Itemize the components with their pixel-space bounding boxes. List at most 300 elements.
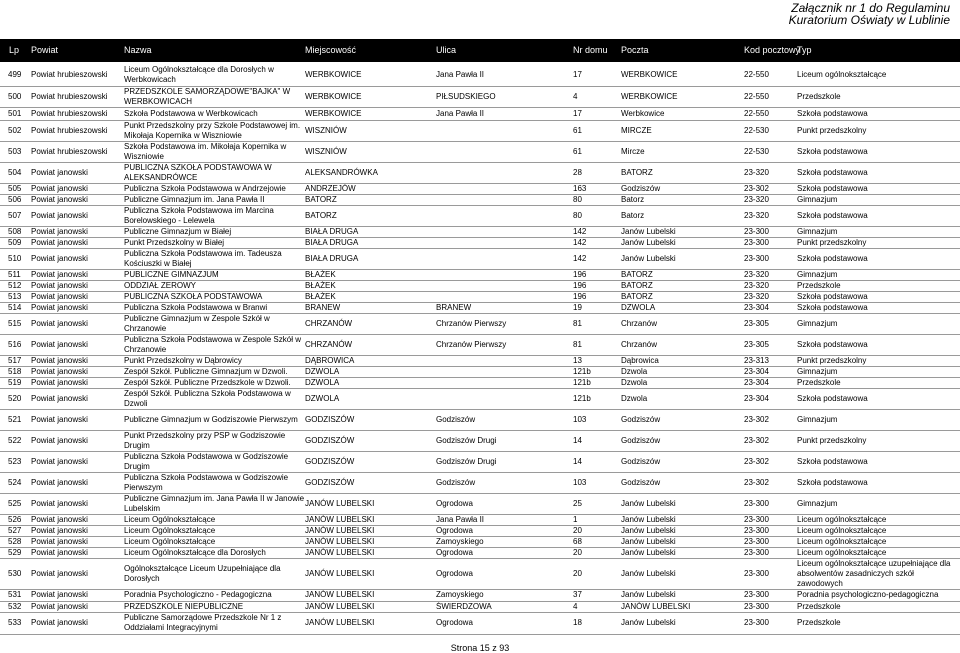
cell-powiat: Powiat janowski — [31, 388, 124, 409]
cell-nr-domu: 61 — [573, 120, 621, 141]
table-row — [0, 355, 960, 366]
cell-lp: 530 — [0, 558, 31, 589]
cell-nr-domu: 196 — [573, 280, 621, 291]
cell-miejscowosc: DZWOLA — [305, 388, 436, 409]
cell-lp: 521 — [0, 409, 31, 430]
cell-miejscowosc: GODZISZÓW — [305, 472, 436, 493]
cell-poczta: BATORZ — [621, 162, 744, 183]
schools-table — [0, 65, 960, 635]
cell-powiat: Powiat janowski — [31, 377, 124, 388]
cell-miejscowosc: BIAŁA DRUGA — [305, 248, 436, 269]
cell-poczta: Janów Lubelski — [621, 525, 744, 536]
cell-powiat: Powiat janowski — [31, 334, 124, 355]
cell-miejscowosc: BRANEW — [305, 302, 436, 313]
cell-nr-domu: 14 — [573, 430, 621, 451]
cell-ulica: BRANEW — [436, 302, 573, 313]
cell-miejscowosc: ANDRZEJÓW — [305, 183, 436, 194]
cell-typ: Gimnazjum — [797, 194, 960, 205]
table-row — [0, 558, 960, 589]
table-row — [0, 86, 960, 107]
cell-kod-pocztowy: 22-550 — [744, 86, 797, 107]
cell-ulica — [436, 355, 573, 366]
col-header-miejscowosc: Miejscowość — [305, 45, 357, 55]
cell-powiat: Powiat janowski — [31, 183, 124, 194]
cell-powiat: Powiat janowski — [31, 558, 124, 589]
cell-poczta: Chrzanów — [621, 313, 744, 334]
cell-powiat: Powiat janowski — [31, 601, 124, 612]
cell-typ: Szkoła podstawowa — [797, 472, 960, 493]
cell-lp: 529 — [0, 547, 31, 558]
cell-nr-domu: 81 — [573, 334, 621, 355]
cell-nr-domu: 196 — [573, 291, 621, 302]
cell-kod-pocztowy: 23-320 — [744, 162, 797, 183]
cell-typ: Szkoła podstawowa — [797, 141, 960, 162]
cell-nazwa: Zespół Szkół. Publiczna Szkoła Podstawowa w Dzwoli — [124, 388, 305, 409]
cell-kod-pocztowy: 23-305 — [744, 313, 797, 334]
cell-lp: 523 — [0, 451, 31, 472]
cell-typ: Szkoła podstawowa — [797, 107, 960, 120]
table-row — [0, 194, 960, 205]
cell-nazwa: Publiczna Szkoła Podstawowa w Zespole Szkół w Chrzanowie — [124, 334, 305, 355]
cell-ulica: Zamoyskiego — [436, 536, 573, 547]
cell-lp: 507 — [0, 205, 31, 226]
cell-poczta: BATORZ — [621, 291, 744, 302]
cell-typ: Szkoła podstawowa — [797, 183, 960, 194]
cell-kod-pocztowy: 23-304 — [744, 377, 797, 388]
cell-lp: 502 — [0, 120, 31, 141]
cell-powiat: Powiat hrubieszowski — [31, 65, 124, 86]
cell-poczta: Janów Lubelski — [621, 612, 744, 634]
header-line-1: Załącznik nr 1 do Regulaminu — [791, 1, 950, 15]
cell-kod-pocztowy: 23-300 — [744, 536, 797, 547]
cell-nr-domu: 18 — [573, 612, 621, 634]
cell-nazwa: Liceum Ogólnokształcące — [124, 536, 305, 547]
cell-miejscowosc: BŁAŻEK — [305, 280, 436, 291]
cell-ulica: Chrzanów Pierwszy — [436, 334, 573, 355]
cell-nazwa: PUBLICZNA SZKOŁA PODSTAWOWA — [124, 291, 305, 302]
cell-powiat: Powiat janowski — [31, 366, 124, 377]
cell-ulica: Jana Pawła II — [436, 65, 573, 86]
cell-miejscowosc: WISZNIÓW — [305, 141, 436, 162]
cell-ulica — [436, 377, 573, 388]
cell-typ: Przedszkole — [797, 86, 960, 107]
cell-nr-domu: 1 — [573, 514, 621, 525]
cell-ulica — [436, 183, 573, 194]
table-row — [0, 388, 960, 409]
cell-lp: 515 — [0, 313, 31, 334]
table-row — [0, 589, 960, 601]
cell-poczta: WERBKOWICE — [621, 65, 744, 86]
col-header-kod-pocztowy: Kod pocztowy — [744, 45, 801, 55]
cell-poczta: Godziszów — [621, 451, 744, 472]
table-row — [0, 302, 960, 313]
cell-ulica — [436, 248, 573, 269]
cell-lp: 519 — [0, 377, 31, 388]
cell-ulica: Ogrodowa — [436, 558, 573, 589]
cell-nazwa: Liceum Ogólnokształcące dla Dorosłych — [124, 547, 305, 558]
cell-poczta: Janów Lubelski — [621, 493, 744, 514]
cell-powiat: Powiat janowski — [31, 612, 124, 634]
cell-powiat: Powiat janowski — [31, 355, 124, 366]
cell-powiat: Powiat janowski — [31, 226, 124, 237]
cell-nazwa: Poradnia Psychologiczno - Pedagogiczna — [124, 589, 305, 601]
cell-nr-domu: 14 — [573, 451, 621, 472]
cell-miejscowosc: WERBKOWICE — [305, 107, 436, 120]
cell-nr-domu: 81 — [573, 313, 621, 334]
table-row — [0, 514, 960, 525]
document-header — [789, 2, 950, 26]
cell-kod-pocztowy: 23-300 — [744, 493, 797, 514]
cell-ulica: PIŁSUDSKIEGO — [436, 86, 573, 107]
cell-poczta: Janów Lubelski — [621, 226, 744, 237]
cell-ulica: Chrzanów Pierwszy — [436, 313, 573, 334]
cell-ulica: Jana Pawła II — [436, 514, 573, 525]
cell-kod-pocztowy: 23-302 — [744, 451, 797, 472]
cell-poczta: Godziszów — [621, 472, 744, 493]
cell-nr-domu: 121b — [573, 388, 621, 409]
cell-nazwa: Liceum Ogólnokształcące — [124, 525, 305, 536]
cell-kod-pocztowy: 23-320 — [744, 280, 797, 291]
cell-kod-pocztowy: 23-300 — [744, 589, 797, 601]
cell-typ: Szkoła podstawowa — [797, 291, 960, 302]
cell-nr-domu: 4 — [573, 86, 621, 107]
cell-typ: Gimnazjum — [797, 313, 960, 334]
cell-powiat: Powiat hrubieszowski — [31, 86, 124, 107]
cell-miejscowosc: WERBKOWICE — [305, 65, 436, 86]
cell-nr-domu: 37 — [573, 589, 621, 601]
cell-typ: Gimnazjum — [797, 409, 960, 430]
cell-poczta: Janów Lubelski — [621, 536, 744, 547]
cell-nr-domu: 163 — [573, 183, 621, 194]
cell-lp: 511 — [0, 269, 31, 280]
cell-kod-pocztowy: 23-300 — [744, 248, 797, 269]
cell-kod-pocztowy: 23-302 — [744, 430, 797, 451]
cell-miejscowosc: BŁAŻEK — [305, 269, 436, 280]
cell-poczta: Janów Lubelski — [621, 514, 744, 525]
cell-nazwa: Publiczna Szkoła Podstawowa w Godziszowie Pierwszym — [124, 472, 305, 493]
cell-poczta: BATORZ — [621, 269, 744, 280]
cell-nr-domu: 28 — [573, 162, 621, 183]
cell-nazwa: Publiczne Gimnazjum w Zespole Szkół w Chrzanowie — [124, 313, 305, 334]
cell-miejscowosc: BATORZ — [305, 194, 436, 205]
cell-lp: 512 — [0, 280, 31, 291]
table-row — [0, 226, 960, 237]
cell-typ: Gimnazjum — [797, 269, 960, 280]
cell-typ: Przedszkole — [797, 280, 960, 291]
cell-ulica: Ogrodowa — [436, 525, 573, 536]
cell-ulica: Ogrodowa — [436, 547, 573, 558]
cell-poczta: Mircze — [621, 141, 744, 162]
page-number: Strona 15 z 93 — [450, 643, 510, 653]
cell-nr-domu: 121b — [573, 366, 621, 377]
cell-powiat: Powiat janowski — [31, 291, 124, 302]
cell-powiat: Powiat janowski — [31, 589, 124, 601]
cell-nr-domu: 20 — [573, 558, 621, 589]
cell-ulica — [436, 120, 573, 141]
cell-poczta: Dzwola — [621, 377, 744, 388]
cell-nazwa: Szkoła Podstawowa im. Mikołaja Kopernika w Wiszniowie — [124, 141, 305, 162]
cell-typ: Szkoła podstawowa — [797, 162, 960, 183]
cell-powiat: Powiat janowski — [31, 547, 124, 558]
cell-lp: 533 — [0, 612, 31, 634]
cell-ulica — [436, 269, 573, 280]
cell-poczta: JANÓW LUBELSKI — [621, 601, 744, 612]
cell-poczta: Janów Lubelski — [621, 248, 744, 269]
col-header-poczta: Poczta — [621, 45, 649, 55]
table-row — [0, 248, 960, 269]
cell-kod-pocztowy: 23-300 — [744, 237, 797, 248]
cell-miejscowosc: BIAŁA DRUGA — [305, 237, 436, 248]
cell-lp: 531 — [0, 589, 31, 601]
cell-lp: 524 — [0, 472, 31, 493]
cell-typ: Gimnazjum — [797, 493, 960, 514]
cell-nazwa: Punkt Przedszkolny przy PSP w Godziszowie Drugim — [124, 430, 305, 451]
table-row — [0, 107, 960, 120]
table-row — [0, 162, 960, 183]
cell-nazwa: Zespół Szkół. Publiczne Przedszkole w Dzwoli. — [124, 377, 305, 388]
cell-kod-pocztowy: 23-302 — [744, 409, 797, 430]
cell-kod-pocztowy: 22-550 — [744, 65, 797, 86]
cell-powiat: Powiat hrubieszowski — [31, 120, 124, 141]
cell-nr-domu: 20 — [573, 547, 621, 558]
cell-ulica — [436, 291, 573, 302]
table-row — [0, 536, 960, 547]
cell-typ: Liceum ogólnokształcące — [797, 525, 960, 536]
cell-kod-pocztowy: 23-302 — [744, 472, 797, 493]
cell-ulica — [436, 280, 573, 291]
cell-nr-domu: 142 — [573, 226, 621, 237]
cell-typ: Szkoła podstawowa — [797, 451, 960, 472]
cell-poczta: Godziszów — [621, 183, 744, 194]
cell-powiat: Powiat janowski — [31, 493, 124, 514]
cell-nazwa: Publiczne Gimnazjum im. Jana Pawła II — [124, 194, 305, 205]
cell-typ: Przedszkole — [797, 601, 960, 612]
cell-miejscowosc: JANÓW LUBELSKI — [305, 612, 436, 634]
cell-poczta: Dąbrowica — [621, 355, 744, 366]
cell-kod-pocztowy: 23-313 — [744, 355, 797, 366]
cell-lp: 516 — [0, 334, 31, 355]
table-row — [0, 291, 960, 302]
cell-nr-domu: 13 — [573, 355, 621, 366]
header-line-2: Kuratorium Oświaty w Lublinie — [788, 13, 950, 27]
cell-miejscowosc: BATORZ — [305, 205, 436, 226]
cell-miejscowosc: WERBKOWICE — [305, 86, 436, 107]
cell-typ: Liceum ogólnokształcące — [797, 536, 960, 547]
cell-poczta: Janów Lubelski — [621, 547, 744, 558]
cell-miejscowosc: DZWOLA — [305, 366, 436, 377]
cell-nr-domu: 121b — [573, 377, 621, 388]
cell-miejscowosc: GODZISZÓW — [305, 430, 436, 451]
schools-table-body — [0, 65, 960, 634]
cell-poczta: Godziszów — [621, 409, 744, 430]
table-row — [0, 205, 960, 226]
cell-miejscowosc: GODZISZÓW — [305, 451, 436, 472]
cell-ulica: Godziszów Drugi — [436, 451, 573, 472]
cell-powiat: Powiat janowski — [31, 514, 124, 525]
cell-kod-pocztowy: 23-300 — [744, 558, 797, 589]
cell-powiat: Powiat janowski — [31, 409, 124, 430]
cell-nazwa: PRZEDSZKOLE NIEPUBLICZNE — [124, 601, 305, 612]
cell-lp: 501 — [0, 107, 31, 120]
cell-miejscowosc: JANÓW LUBELSKI — [305, 536, 436, 547]
cell-kod-pocztowy: 23-300 — [744, 612, 797, 634]
col-header-nazwa: Nazwa — [124, 45, 152, 55]
cell-nazwa: Punkt Przedszkolny przy Szkole Podstawowej im. Mikołaja Kopernika w Wiszniowie — [124, 120, 305, 141]
col-header-ulica: Ulica — [436, 45, 457, 55]
cell-kod-pocztowy: 23-304 — [744, 388, 797, 409]
cell-nazwa: Szkoła Podstawowa w Werbkowicach — [124, 107, 305, 120]
cell-nazwa: Publiczne Gimnazjum w Białej — [124, 226, 305, 237]
cell-ulica — [436, 388, 573, 409]
cell-typ: Liceum ogólnokształcące — [797, 65, 960, 86]
cell-nazwa: PUBLICZNE GIMNAZJUM — [124, 269, 305, 280]
cell-nr-domu: 17 — [573, 107, 621, 120]
cell-powiat: Powiat janowski — [31, 313, 124, 334]
cell-poczta: Batorz — [621, 205, 744, 226]
table-row — [0, 313, 960, 334]
cell-lp: 504 — [0, 162, 31, 183]
cell-powiat: Powiat janowski — [31, 194, 124, 205]
cell-ulica — [436, 366, 573, 377]
table-row — [0, 472, 960, 493]
cell-nr-domu: 20 — [573, 525, 621, 536]
cell-lp: 526 — [0, 514, 31, 525]
cell-lp: 527 — [0, 525, 31, 536]
cell-nr-domu: 61 — [573, 141, 621, 162]
col-header-lp: Lp — [9, 45, 20, 55]
cell-nazwa: Publiczne Samorządowe Przedszkole Nr 1 z Oddziałami Integracyjnymi — [124, 612, 305, 634]
cell-powiat: Powiat hrubieszowski — [31, 141, 124, 162]
cell-nr-domu: 68 — [573, 536, 621, 547]
cell-nazwa: Publiczna Szkoła Podstawowa w Branwi — [124, 302, 305, 313]
table-row — [0, 183, 960, 194]
table-row — [0, 65, 960, 86]
cell-ulica — [436, 162, 573, 183]
cell-lp: 503 — [0, 141, 31, 162]
cell-nazwa: Liceum Ogólnokształcące — [124, 514, 305, 525]
cell-nr-domu: 4 — [573, 601, 621, 612]
cell-ulica: Ogrodowa — [436, 612, 573, 634]
cell-kod-pocztowy: 22-530 — [744, 120, 797, 141]
cell-powiat: Powiat janowski — [31, 525, 124, 536]
cell-miejscowosc: CHRZANÓW — [305, 313, 436, 334]
cell-kod-pocztowy: 23-305 — [744, 334, 797, 355]
cell-powiat: Powiat janowski — [31, 248, 124, 269]
cell-typ: Przedszkole — [797, 612, 960, 634]
cell-ulica: Godziszów — [436, 472, 573, 493]
cell-lp: 520 — [0, 388, 31, 409]
cell-powiat: Powiat janowski — [31, 269, 124, 280]
cell-powiat: Powiat janowski — [31, 237, 124, 248]
cell-typ: Punkt przedszkolny — [797, 430, 960, 451]
table-row — [0, 430, 960, 451]
cell-kod-pocztowy: 23-304 — [744, 302, 797, 313]
cell-kod-pocztowy: 23-320 — [744, 291, 797, 302]
cell-lp: 506 — [0, 194, 31, 205]
cell-lp: 517 — [0, 355, 31, 366]
cell-nr-domu: 196 — [573, 269, 621, 280]
cell-miejscowosc: JANÓW LUBELSKI — [305, 493, 436, 514]
cell-poczta: WERBKOWICE — [621, 86, 744, 107]
col-header-powiat: Powiat — [31, 45, 59, 55]
cell-ulica — [436, 141, 573, 162]
table-header-bar — [0, 39, 960, 62]
cell-kod-pocztowy: 23-300 — [744, 601, 797, 612]
cell-poczta: Janów Lubelski — [621, 237, 744, 248]
cell-miejscowosc: JANÓW LUBELSKI — [305, 601, 436, 612]
cell-nazwa: Publiczna Szkoła Podstawowa im. Tadeusza Kościuszki w Białej — [124, 248, 305, 269]
cell-lp: 525 — [0, 493, 31, 514]
cell-lp: 514 — [0, 302, 31, 313]
cell-miejscowosc: CHRZANÓW — [305, 334, 436, 355]
cell-poczta: MIRCZE — [621, 120, 744, 141]
col-header-nr-domu: Nr domu — [573, 45, 608, 55]
table-row — [0, 547, 960, 558]
cell-nazwa: ODDZIAŁ ZEROWY — [124, 280, 305, 291]
cell-kod-pocztowy: 23-320 — [744, 194, 797, 205]
cell-powiat: Powiat janowski — [31, 280, 124, 291]
cell-nr-domu: 19 — [573, 302, 621, 313]
cell-poczta: Chrzanów — [621, 334, 744, 355]
cell-powiat: Powiat janowski — [31, 302, 124, 313]
cell-lp: 528 — [0, 536, 31, 547]
cell-poczta: Dzwola — [621, 388, 744, 409]
cell-kod-pocztowy: 23-300 — [744, 514, 797, 525]
table-row — [0, 334, 960, 355]
cell-nazwa: Publiczna Szkoła Podstawowa im Marcina Borelowskiego - Lelewela — [124, 205, 305, 226]
cell-miejscowosc: JANÓW LUBELSKI — [305, 525, 436, 536]
cell-poczta: Godziszów — [621, 430, 744, 451]
cell-kod-pocztowy: 23-300 — [744, 226, 797, 237]
cell-lp: 509 — [0, 237, 31, 248]
cell-miejscowosc: DĄBROWICA — [305, 355, 436, 366]
cell-lp: 500 — [0, 86, 31, 107]
cell-poczta: DZWOLA — [621, 302, 744, 313]
cell-poczta: Janów Lubelski — [621, 589, 744, 601]
cell-nazwa: PRZEDSZKOLE SAMORZĄDOWE"BAJKA" W WERBKOWICACH — [124, 86, 305, 107]
table-row — [0, 601, 960, 612]
table-row — [0, 525, 960, 536]
cell-poczta: Werbkowice — [621, 107, 744, 120]
cell-nazwa: Publiczne Gimnazjum im. Jana Pawła II w Janowie Lubelskim — [124, 493, 305, 513]
cell-lp: 510 — [0, 248, 31, 269]
table-row — [0, 237, 960, 248]
table-row — [0, 451, 960, 472]
cell-ulica — [436, 194, 573, 205]
cell-miejscowosc: GODZISZÓW — [305, 409, 436, 430]
cell-typ: Punkt przedszkolny — [797, 237, 960, 248]
cell-nr-domu: 17 — [573, 65, 621, 86]
cell-typ: Gimnazjum — [797, 226, 960, 237]
cell-miejscowosc: JANÓW LUBELSKI — [305, 589, 436, 601]
cell-miejscowosc: DZWOLA — [305, 377, 436, 388]
cell-lp: 499 — [0, 65, 31, 86]
cell-typ: Szkoła podstawowa — [797, 205, 960, 226]
cell-lp: 508 — [0, 226, 31, 237]
cell-lp: 522 — [0, 430, 31, 451]
cell-kod-pocztowy: 23-302 — [744, 183, 797, 194]
cell-kod-pocztowy: 23-320 — [744, 205, 797, 226]
cell-miejscowosc: JANÓW LUBELSKI — [305, 547, 436, 558]
cell-powiat: Powiat hrubieszowski — [31, 107, 124, 120]
cell-ulica — [436, 237, 573, 248]
cell-ulica: Godziszów Drugi — [436, 430, 573, 451]
cell-powiat: Powiat janowski — [31, 205, 124, 226]
cell-typ: Gimnazjum — [797, 366, 960, 377]
cell-nr-domu: 142 — [573, 248, 621, 269]
cell-kod-pocztowy: 22-550 — [744, 107, 797, 120]
cell-typ: Szkoła podstawowa — [797, 248, 960, 269]
